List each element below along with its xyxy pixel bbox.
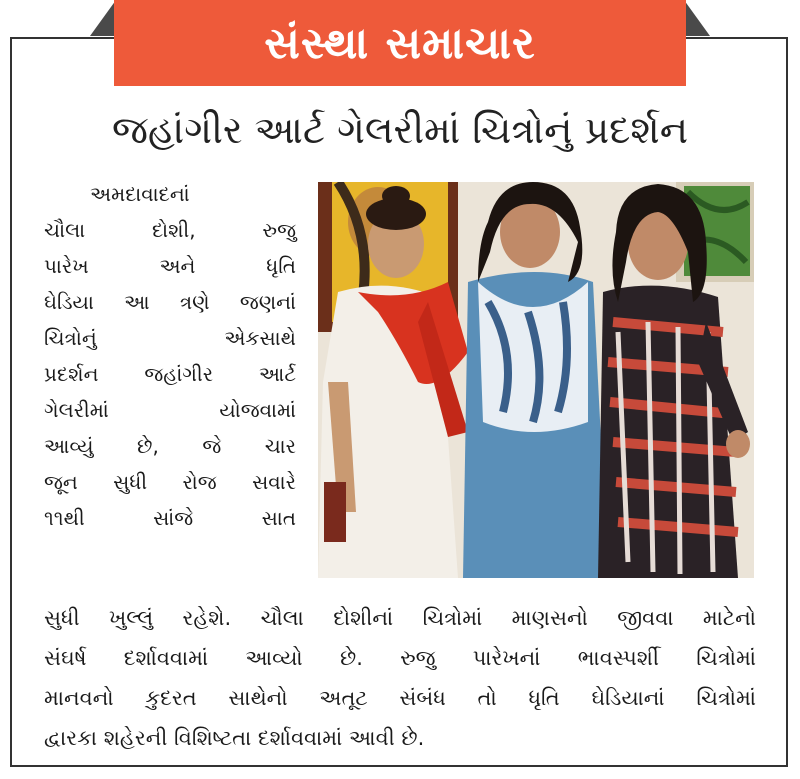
article-line: જૂન સુધી રોજ સવારે bbox=[44, 470, 296, 494]
article-line: ઘેડિયા આ ત્રણે જણનાં bbox=[44, 290, 296, 314]
article-line: માનવનો કુદરત સાથેનો અતૂટ સંબંધ તો ધૃતિ ઘેડિયાનાં ચિત્રોમાં bbox=[44, 686, 756, 710]
article-photo bbox=[318, 182, 754, 578]
article-line: ગેલરીમાં યોજવામાં bbox=[44, 398, 296, 422]
banner-fold-right bbox=[684, 0, 710, 36]
article-line: ૧૧થી સાંજે સાત bbox=[44, 506, 296, 530]
article-line: સુધી ખુલ્લું રહેશે. ચૌલા દોશીનાં ચિત્રોમાં માણસનો જીવવા માટેનો bbox=[44, 606, 756, 630]
article-line: ચૌલા દોશી, રુજુ bbox=[44, 218, 296, 242]
section-banner bbox=[90, 0, 710, 86]
article-column-text bbox=[44, 176, 296, 536]
article-line: દ્વારકા શહેરની વિશિષ્ટતા દર્શાવવામાં આવી છે. bbox=[44, 726, 425, 750]
article-line: અમદાવાદનાં bbox=[90, 182, 190, 206]
banner-fold-left bbox=[90, 0, 116, 36]
article-body-text bbox=[44, 598, 756, 758]
article-line: આવ્યું છે, જે ચાર bbox=[44, 434, 296, 458]
article-line: ચિત્રોનું એકસાથે bbox=[44, 326, 296, 350]
section-title: સંસ્થા સમાચાર bbox=[264, 17, 536, 69]
article-headline: જહાંગીર આર્ટ ગેલરીમાં ચિત્રોનું પ્રદર્શન bbox=[111, 108, 689, 152]
article-line: પ્રદર્શન જહાંગીર આર્ટ bbox=[44, 362, 296, 386]
article-line: પારેખ અને ધૃતિ bbox=[44, 254, 296, 278]
photo-illustration bbox=[318, 182, 754, 578]
article-line: સંઘર્ષ દર્શાવવામાં આવ્યો છે. રુજુ પારેખનાં ભાવસ્પર્શી ચિત્રોમાં bbox=[44, 646, 756, 670]
banner-box bbox=[114, 0, 686, 86]
